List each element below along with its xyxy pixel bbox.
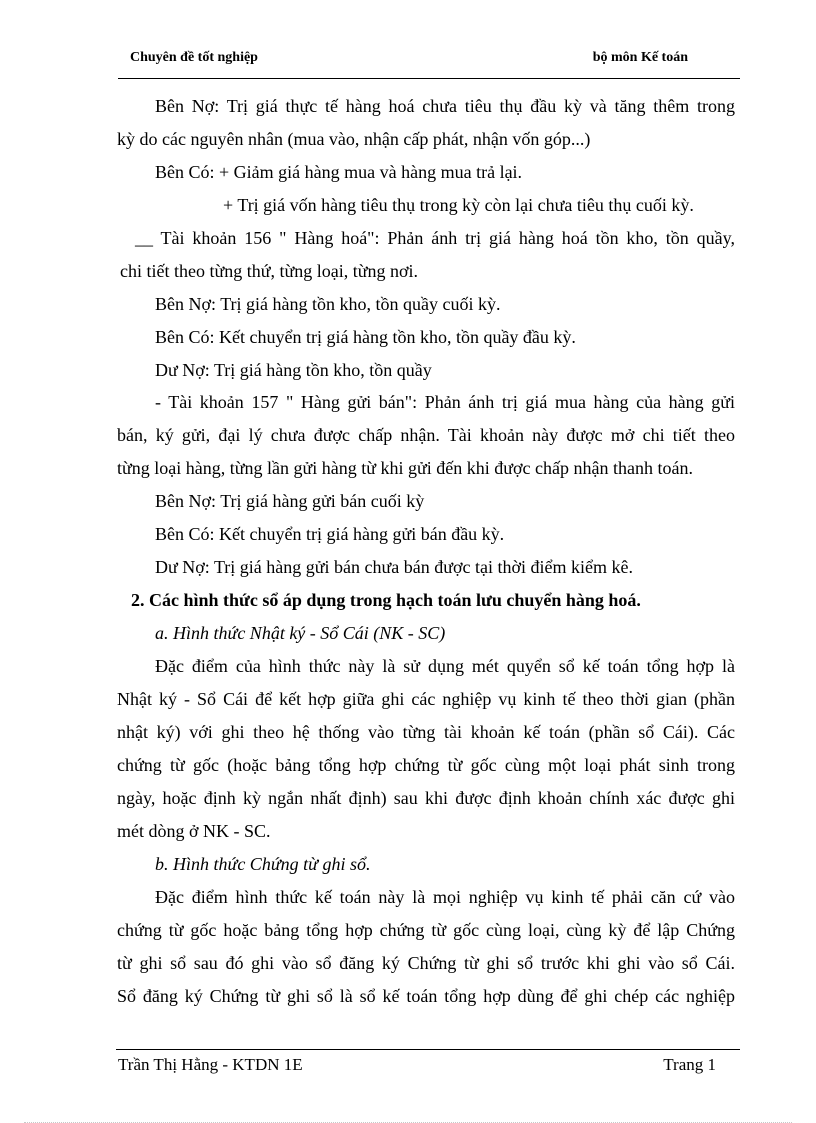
- text-line: __ Tài khoản 156 " Hàng hoá": Phản ánh trị giá hàng hoá tồn kho, tồn quầy,: [135, 228, 735, 248]
- text-line: Bên Có: Kết chuyển trị giá hàng gửi bán đầu kỳ.: [155, 524, 505, 544]
- text-line: Bên Có: + Giảm giá hàng mua và hàng mua trả lại.: [155, 162, 523, 182]
- text-line: kỳ do các nguyên nhân (mua vào, nhận cấp phát, nhận vốn góp...): [117, 129, 591, 149]
- text-line: chứng từ gốc hoặc bảng tổng hợp chứng từ gốc cùng loại, cùng kỳ để lập Chứng: [117, 920, 735, 940]
- header-department: bộ môn Kế toán: [592, 50, 688, 65]
- text-line: Đặc điểm hình thức kế toán này là mọi nghiệp vụ kinh tế phải căn cứ vào: [155, 887, 735, 907]
- subsection-heading: b. Hình thức Chứng từ ghi sổ.: [155, 854, 371, 874]
- text-line: nhật ký) với ghi theo hệ thống vào từng tài khoản kế toán (phần sổ Cái). Các: [117, 722, 735, 742]
- text-line: Bên Nợ: Trị giá thực tế hàng hoá chưa tiêu thụ đầu kỳ và tăng thêm trong: [155, 96, 735, 116]
- page-header: [118, 48, 740, 79]
- footer-author: Trần Thị Hằng - KTDN 1E: [118, 1055, 303, 1074]
- subsection-heading: a. Hình thức Nhật ký - Sổ Cái (NK - SC): [155, 623, 446, 643]
- text-line: Đặc điểm của hình thức này là sử dụng mét quyển sổ kế toán tổng hợp là: [155, 656, 735, 676]
- text-line: từ ghi sổ sau đó ghi vào sổ đăng ký Chứng từ ghi sổ trước khi ghi vào sổ Cái.: [117, 953, 735, 973]
- page-number: Trang 1: [663, 1055, 716, 1074]
- text-line: từng loại hàng, từng lần gửi hàng từ khi gửi đến khi được chấp nhận thanh toán.: [117, 458, 693, 478]
- page-footer: [116, 1049, 740, 1086]
- text-line: chứng từ gốc (hoặc bảng tổng hợp chứng từ gốc cùng một loại phát sinh trong: [117, 755, 735, 775]
- text-line: - Tài khoản 157 " Hàng gửi bán": Phản ánh trị giá mua hàng của hàng gửi: [155, 392, 735, 412]
- text-line: + Trị giá vốn hàng tiêu thụ trong kỳ còn lại chưa tiêu thụ cuối kỳ.: [223, 195, 694, 215]
- text-line: Sổ đăng ký Chứng từ ghi sổ là sổ kế toán tổng hợp dùng để ghi chép các nghiệp: [117, 986, 735, 1006]
- text-line: Nhật ký - Sổ Cái để kết hợp giữa ghi các nghiệp vụ kinh tế theo thời gian (phần: [117, 689, 735, 709]
- text-line: Dư Nợ: Trị giá hàng gửi bán chưa bán được tại thời điểm kiểm kê.: [155, 557, 634, 577]
- text-line: Bên Có: Kết chuyển trị giá hàng tồn kho, tồn quầy đầu kỳ.: [155, 327, 576, 347]
- text-line: Bên Nợ: Trị giá hàng tồn kho, tồn quầy cuối kỳ.: [155, 294, 501, 314]
- section-heading: 2. Các hình thức sổ áp dụng trong hạch toán lưu chuyển hàng hoá.: [131, 590, 641, 610]
- text-line: Bên Nợ: Trị giá hàng gửi bán cuối kỳ: [155, 491, 425, 511]
- header-title: Chuyên đề tốt nghiệp: [130, 50, 258, 65]
- text-line: ngày, hoặc định kỳ ngắn nhất định) sau khi được định khoản chính xác được ghi: [117, 788, 735, 808]
- text-line: mét dòng ở NK - SC.: [117, 821, 271, 841]
- text-line: Dư Nợ: Trị giá hàng tồn kho, tồn quầy: [155, 360, 432, 380]
- text-line: bán, ký gửi, đại lý chưa được chấp nhận. Tài khoản này được mở chi tiết theo: [117, 425, 735, 445]
- text-line: chi tiết theo từng thứ, từng loại, từng nơi.: [120, 261, 419, 281]
